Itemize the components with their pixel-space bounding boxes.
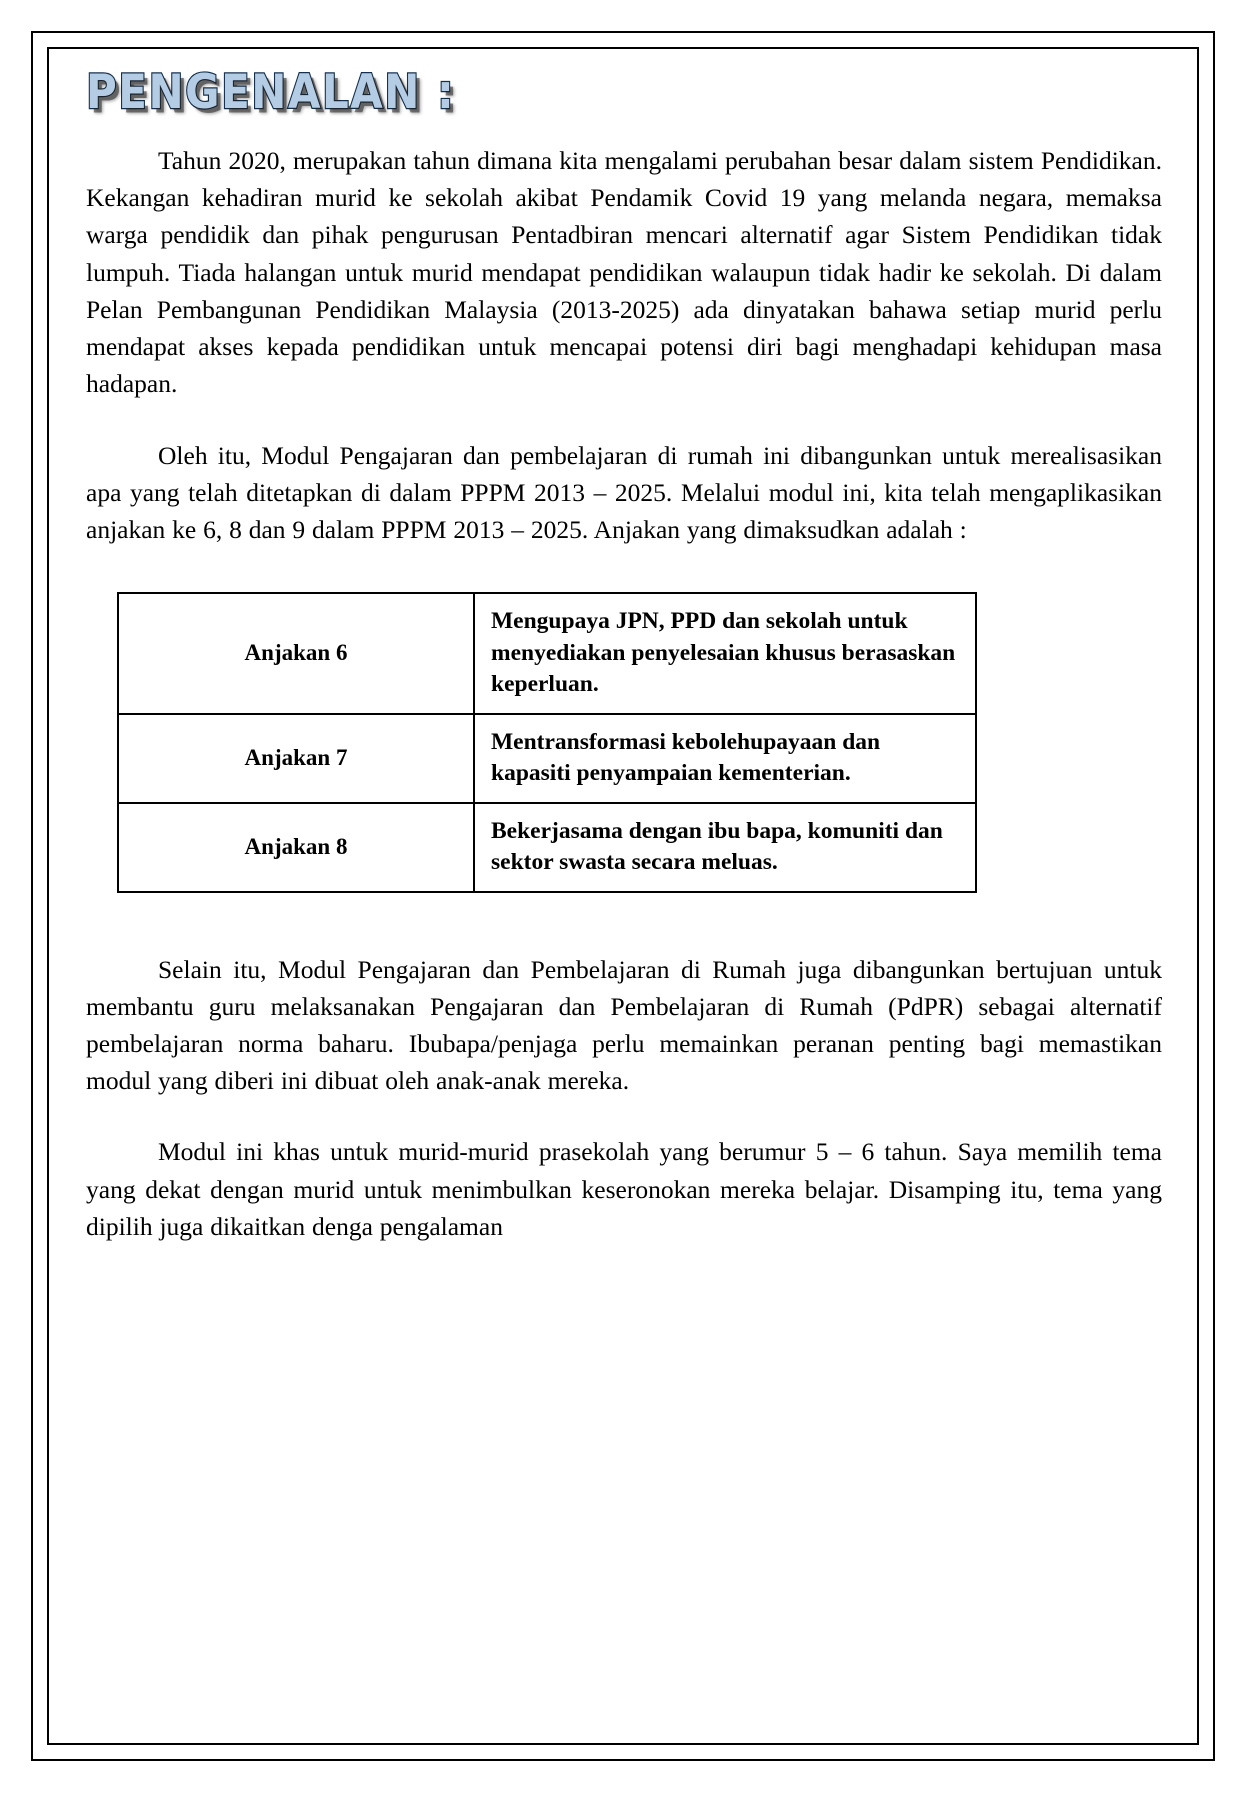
intro-paragraph-1: Tahun 2020, merupakan tahun dimana kita mengalami perubahan besar dalam sistem Pendidikan. Kekangan kehadiran murid ke sekolah akibat Pendamik Covid 19 yang melanda negara, memaksa warga pendidik dan pihak pengurusan Pentadbiran mencari alternatif agar Sistem Pendidikan tidak lumpuh. Tiada halangan untuk murid mendapat pendidikan walaupun tidak hadir ke sekolah. Di dalam Pelan Pembangunan Pendidikan Malaysia (2013-2025) ada dinyatakan bahawa setiap murid perlu mendapat akses kepada pendidikan untuk mencapai potensi diri bagi menghadapi kehidupan masa hadapan.: [86, 146, 1162, 399]
closing-paragraph-1: Selain itu, Modul Pengajaran dan Pembelajaran di Rumah juga dibangunkan bertujuan untuk membantu guru melaksanakan Pengajaran dan Pembelajaran di Rumah (PdPR) sebagai alternatif pembelajaran norma baharu. Ibubapa/penjaga perlu memainkan peranan penting bagi memastikan modul yang diberi ini dibuat oleh anak-anak mereka.: [86, 954, 1162, 1096]
document-content: [86, 56, 1162, 1245]
anjakan-label: Anjakan 7: [118, 714, 474, 803]
anjakan-description: Mengupaya JPN, PPD dan sekolah untuk menyediakan penyelesaian khusus berasaskan keperluan.: [474, 593, 976, 713]
table-top-spacer: [86, 548, 1162, 592]
anjakan-description: Bekerjasama dengan ibu bapa, komuniti dan sektor swasta secara meluas.: [474, 803, 976, 892]
page-title-wrap: [86, 56, 1162, 142]
table-bottom-spacer: [86, 893, 1162, 951]
paragraph-spacer: [86, 1099, 1162, 1133]
table-row: [118, 803, 976, 892]
paragraph-spacer: [86, 403, 1162, 437]
page-title: PENGENALAN :: [86, 64, 456, 119]
table-row: [118, 714, 976, 803]
anjakan-table: [117, 592, 977, 892]
table-row: [118, 593, 976, 713]
anjakan-label: Anjakan 8: [118, 803, 474, 892]
intro-paragraph-2: Oleh itu, Modul Pengajaran dan pembelajaran di rumah ini dibangunkan untuk merealisasikan apa yang telah ditetapkan di dalam PPPM 2013 – 2025. Melalui modul ini, kita telah mengaplikasikan anjakan ke 6, 8 dan 9 dalam PPPM 2013 – 2025. Anjakan yang dimaksudkan adalah :: [86, 440, 1162, 544]
anjakan-description: Mentransformasi kebolehupayaan dan kapasiti penyampaian kementerian.: [474, 714, 976, 803]
closing-paragraph-2: Modul ini khas untuk murid-murid prasekolah yang berumur 5 – 6 tahun. Saya memilih tema yang dekat dengan murid untuk menimbulkan keseronokan mereka belajar. Disamping itu, tema yang dipilih juga dikaitkan denga pengalaman: [86, 1137, 1162, 1241]
anjakan-label: Anjakan 6: [118, 593, 474, 713]
